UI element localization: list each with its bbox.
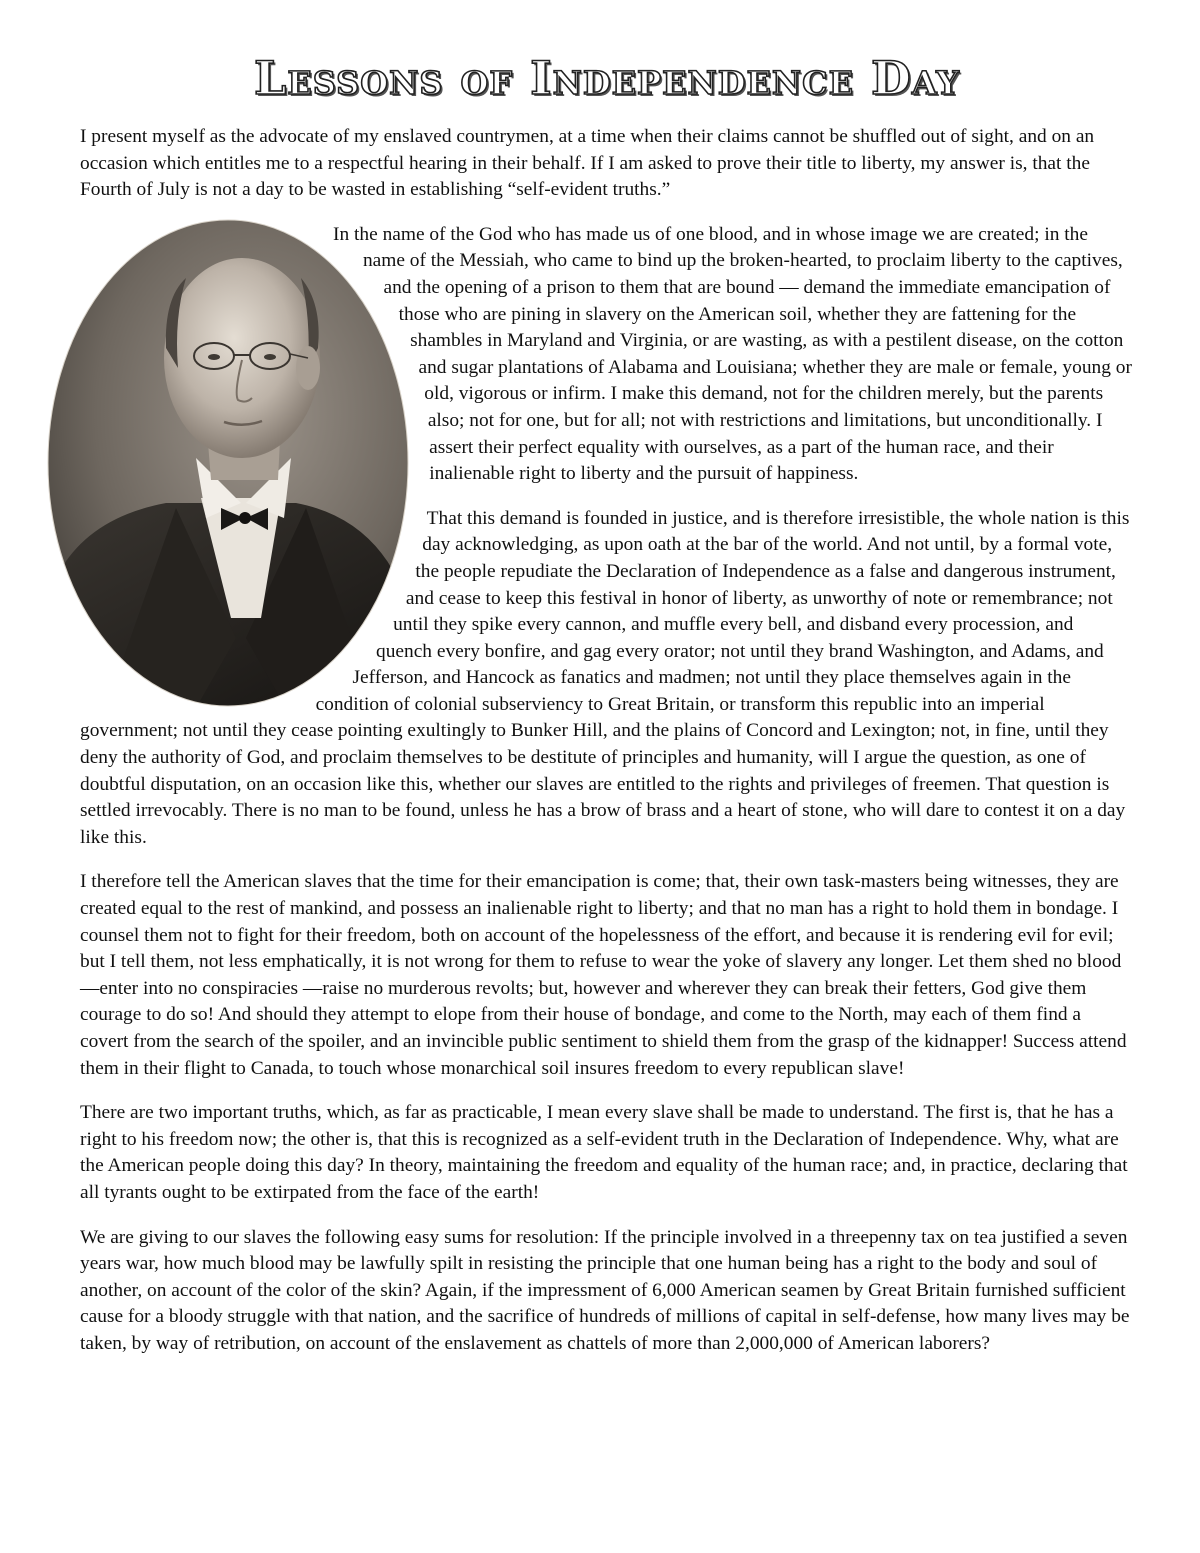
paragraph-demand: In the name of the God who has made us of one blood, and in whose image we are created; in the name of the Messiah, who came to bind up the broken-hearted, to proclaim liberty to the captives, and the opening of a prison to them that are bound — demand the immediate emancipation of those who are pining in slavery on the American soil, whether they are fattening for the shambles in Maryland and Virginia, or are wasting, as with a pestilent disease, on the cotton and sugar plantations of Alabama and Louisiana; whether they are male or female, young or old, vigorous or infirm. I make this demand, not for the children merely, but the parents also; not for one, but for all; not with restrictions and limitations, but unconditionally. I assert their perfect equality with ourselves, as a part of the human race, and their inalienable right to liberty and the pursuit of happiness. [333, 223, 1132, 485]
portrait-photo [46, 218, 426, 708]
page-title: Lessons of Independence Day [254, 51, 960, 105]
paragraph-sums: We are giving to our slaves the following easy sums for resolution: If the principle involved in a threepenny tax on tea justified a seven years war, how much blood may be lawfully spilt in resisting the principle that one human being has a right to the body and soul of another, on account of the color of the skin? Again, if the impressment of 6,000 American seamen by Great Britain furnished sufficient cause for a bloody struggle with that nation, and the sacrifice of hundreds of millions of capital in self-defense, how many lives may be taken, by way of retribution, on account of the enslavement as chattels of more than 2,000,000 of American laborers? [80, 1226, 1130, 1354]
paragraph-emancipation: I therefore tell the American slaves that the time for their emancipation is come; that, their own task-masters being witnesses, they are created equal to the rest of mankind, and possess an inalienable right to liberty; and that no man has a right to hold them in bondage. I counsel them not to fight for their freedom, both on account of the hopelessness of the effort, and because it is rendering evil for evil; but I tell them, not less emphatically, it is not wrong for them to refuse to wear the yoke of slavery any longer. Let them shed no blood—enter into no conspiracies —raise no murderous revolts; but, however and wherever they can break their fetters, God give them courage to do so! And should they attempt to elope from their house of bondage, and come to the North, may each of them find a covert from the search of the spoiler, and an invincible public sentiment to shield them from the grasp of the kidnapper! Success attend them in their flight to Canada, to touch whose monarchical soil insures freedom to every republican slave! [80, 871, 1127, 1079]
paragraph-intro: I present myself as the advocate of my enslaved countrymen, at a time when their claims cannot be shuffled out of sight, and on an occasion which entitles me to a respectful hearing in their behalf. If I am asked to prove their title to liberty, my answer is, that the Fourth of July is not a day to be wasted in establishing “self-evident truths.” [80, 126, 1095, 201]
portrait-photo-icon [46, 218, 426, 708]
paragraph-justice: That this demand is founded in justice, and is therefore irresistible, the whole nation is this day acknowledging, as upon oath at the bar of the world. And not until, by a formal vote, the people repudiate the Declaration of Independence as a false and dangerous instrument, and cease to keep this festival in honor of liberty, as unworthy of note or remembrance; not until they spike every cannon, and muffle every bell, and disband every procession, and quench every bonfire, and gag every orator; not until they brand Washington, and Adams, and Jefferson, and Hancock as fanatics and madmen; not until they place themselves again in the condition of colonial subserviency to Great Britain, or transform this republic into an imperial government; not until they cease pointing exultingly to Bunker Hill, and the plains of Concord and Lexington; not, in fine, until they deny the authority of God, and proclaim themselves to be destitute of principles and humanity, will I argue the question, as one of doubtful disputation, on an occasion like this, whether our slaves are entitled to the rights and privileges of freemen. That question is settled irrevocably. There is no man to be found, unless he has a brow of brass and a heart of stone, who will dare to contest it on a day like this. [80, 507, 1130, 848]
paragraph-truths: There are two important truths, which, as far as practicable, I mean every slave shall be made to understand. The first is, that he has a right to his freedom now; the other is, that this is recognized as a self-evident truth in the Declaration of Independence. Why, what are the American people doing this day? In theory, maintaining the freedom and equality of the human race; and, in practice, declaring that all tyrants ought to be extirpated from the face of the earth! [80, 1102, 1128, 1203]
